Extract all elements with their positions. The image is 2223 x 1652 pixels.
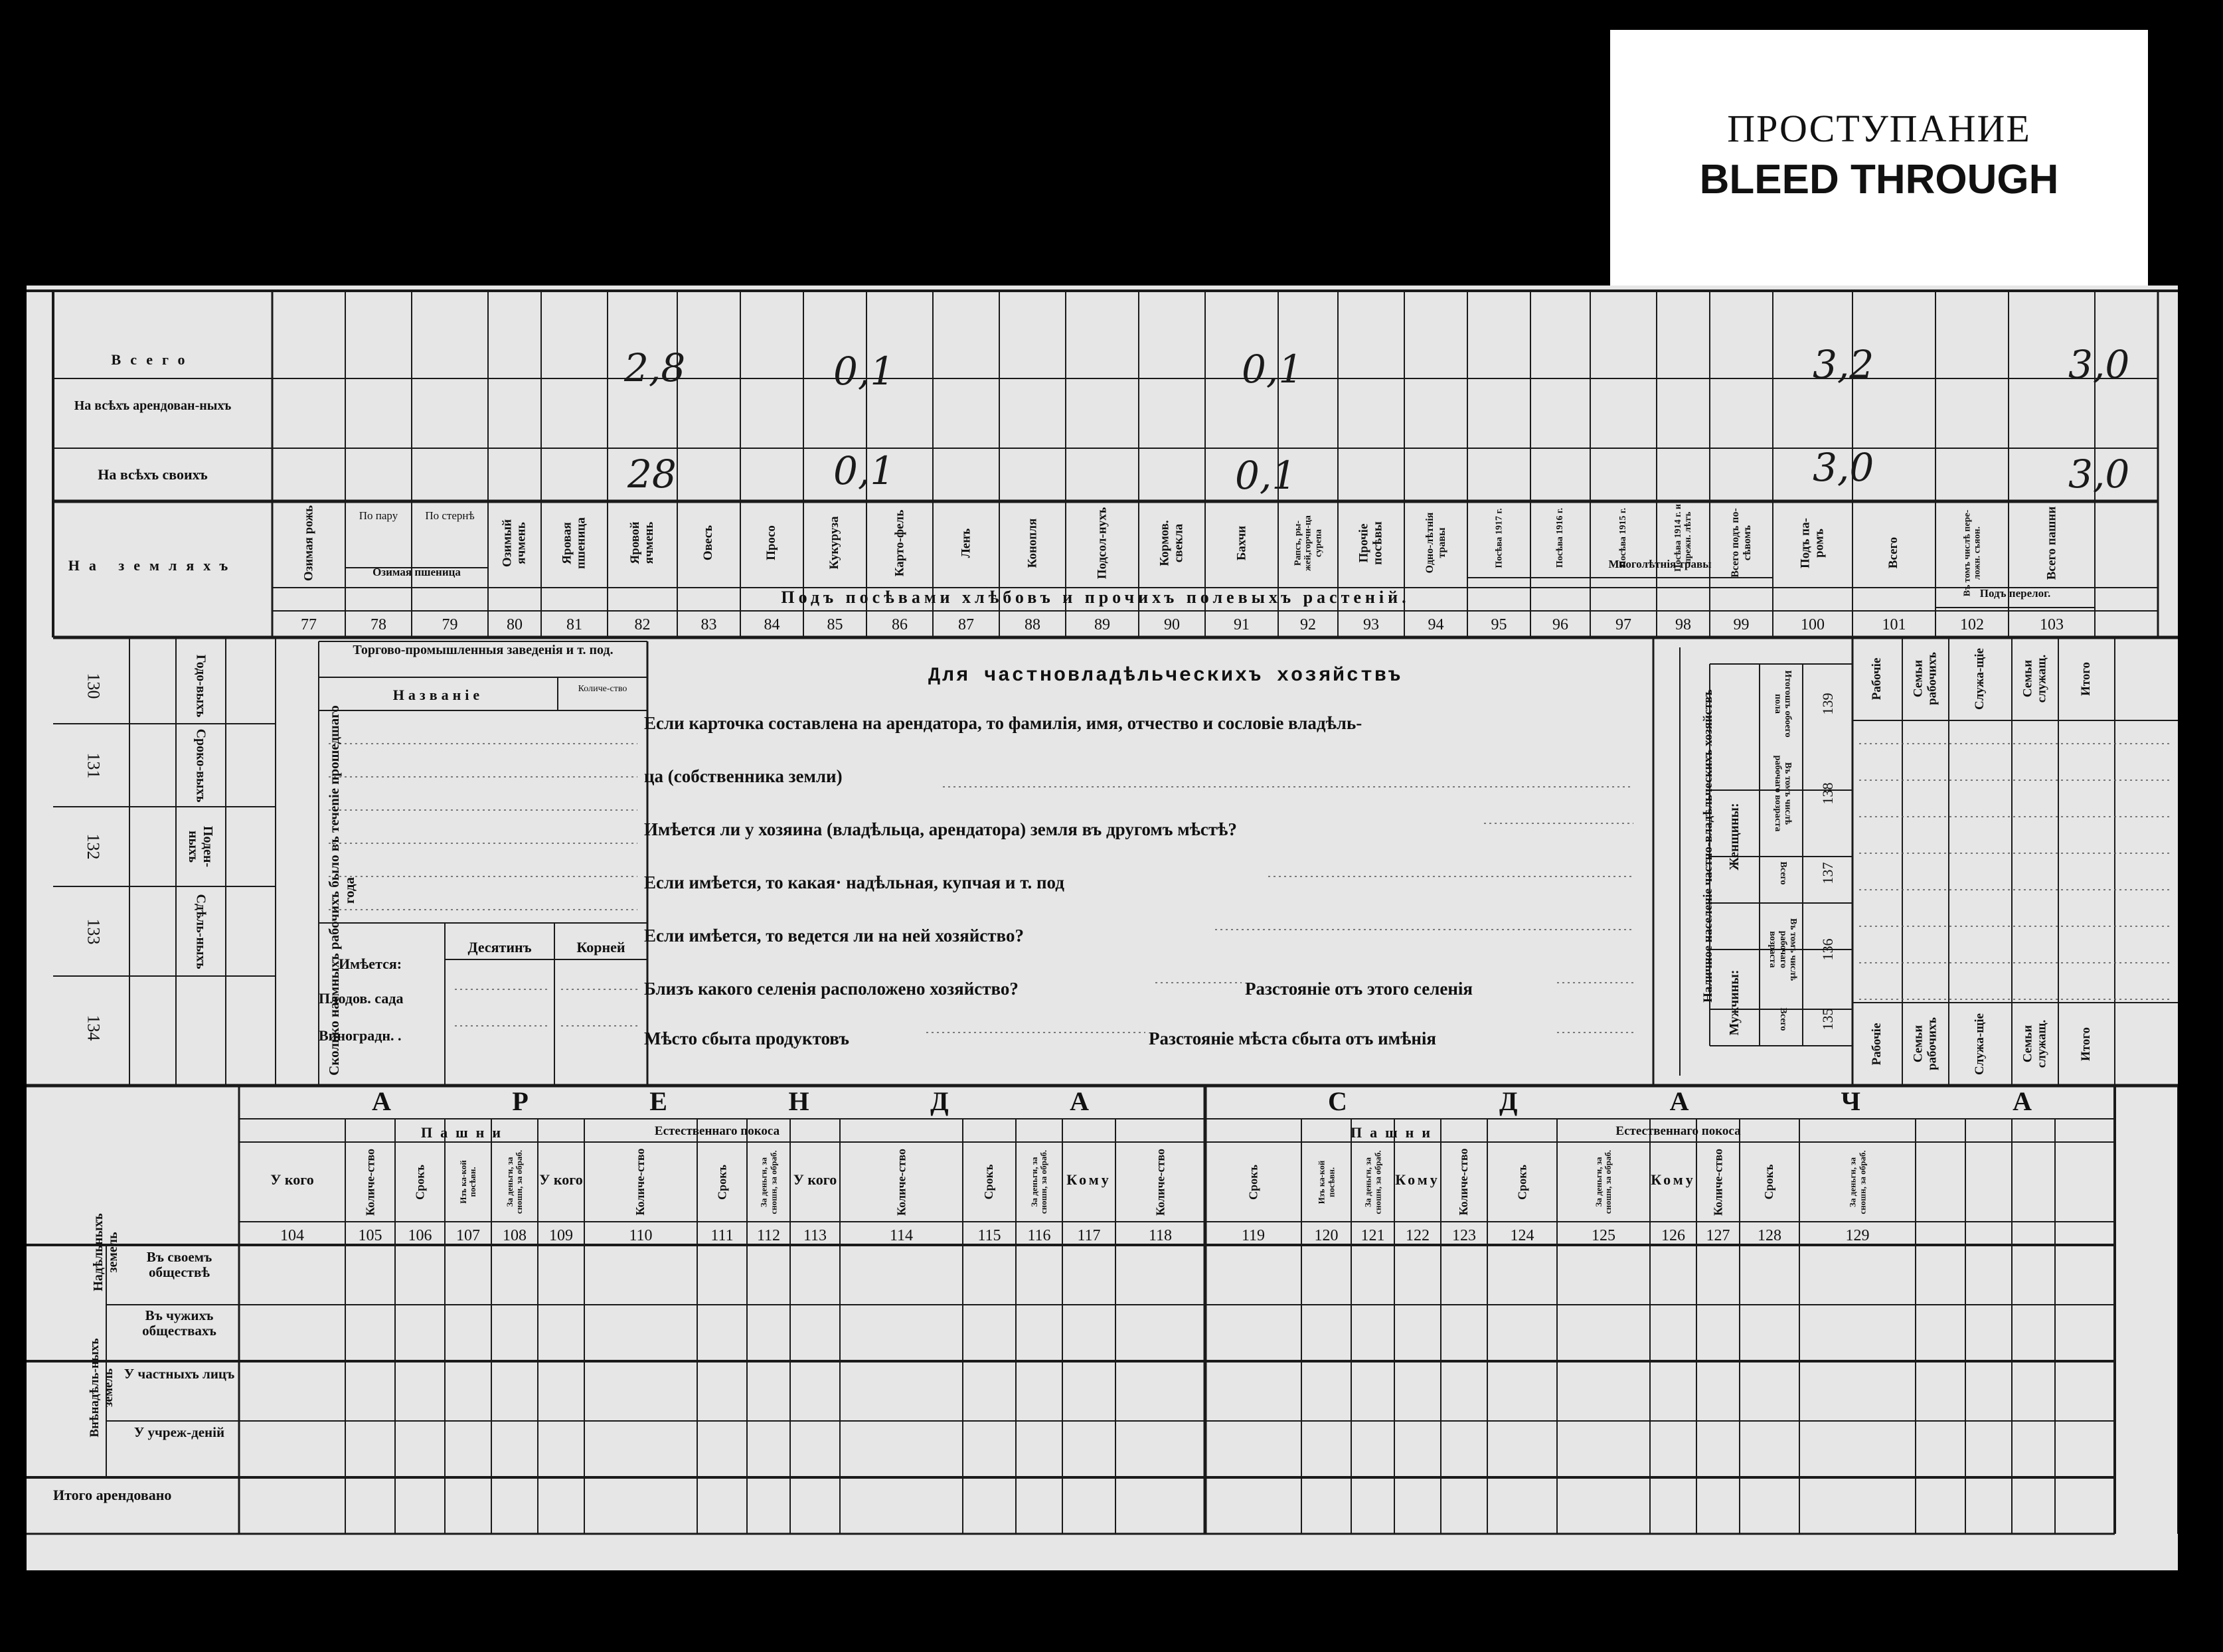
lease-number-124: 124 — [1510, 1227, 1534, 1244]
crop-number-94: 94 — [1428, 616, 1444, 633]
workers-question: Сколько наемныхъ рабочихъ было въ течеnіе прошедшаго года — [326, 705, 358, 1076]
row-label-svoem-obshchestve: Въ своемъ обществѣ — [146, 1249, 212, 1281]
sdacha-letters-4: А — [2013, 1086, 2032, 1116]
lease-number-122: 122 — [1406, 1227, 1430, 1244]
lease-number-125: 125 — [1592, 1227, 1615, 1244]
lease-number-127: 127 — [1706, 1227, 1730, 1244]
pop-label-138: Въ томъ числѣ рабочаго возраста — [1773, 755, 1793, 832]
arenda-letters-3: Н — [788, 1086, 809, 1116]
label-english: BLEED THROUGH — [1699, 157, 2059, 203]
lease-number-129: 129 — [1845, 1227, 1870, 1244]
crop-number-89: 89 — [1094, 616, 1110, 633]
lease-header-128: Срокъ — [1762, 1164, 1776, 1200]
sdacha-pashni-header: Пашни — [1350, 1124, 1439, 1141]
worker-col-num-134: 134 — [84, 1015, 104, 1040]
staff-header-top-1: Семьи рабочихъ — [1911, 652, 1939, 705]
lease-header-105: Количе-ство — [363, 1148, 376, 1216]
question-village-distance: Разстояніе отъ этого селенія — [1245, 979, 1473, 999]
pop-num-136: 136 — [1819, 938, 1836, 961]
pop-label-136: Въ томъ числѣ рабочаго возраста — [1768, 918, 1799, 981]
handwritten-svoih-91: 0,1 — [1235, 453, 1297, 498]
pop-men-label: Мужчины: — [1727, 969, 1742, 1036]
handwritten-vsego-82: 2,8 — [624, 345, 686, 390]
row-label-arendovannyh: На всѣхъ арендован-ныхъ — [74, 398, 232, 413]
lease-number-123: 123 — [1452, 1227, 1476, 1244]
arenda-letters-4: Д — [930, 1086, 949, 1116]
group-label-ozimaya-pshenitsa: Озимая пшеница — [372, 566, 461, 578]
crop-number-92: 92 — [1300, 616, 1316, 633]
crop-number-77: 77 — [301, 616, 317, 633]
group-label-posev: Подъ посѣвами хлѣбовъ и прочихъ полевыхъ растеній. — [781, 588, 1410, 607]
crop-header-102: Въ томъ числѣ пере-ложн. съяон. — [1961, 509, 1982, 596]
crop-header-101: Всего — [1886, 537, 1901, 569]
lease-header-124: Срокъ — [1515, 1164, 1528, 1200]
crop-header-94: Одно-лѣтнія травы — [1424, 512, 1447, 574]
worker-col-num-131: 131 — [84, 752, 104, 778]
lease-number-126: 126 — [1661, 1227, 1685, 1244]
crop-number-95: 95 — [1491, 616, 1507, 633]
lease-header-120: Изъ ка-кой посѣвн. — [1316, 1160, 1336, 1204]
crop-header-103: Всего пашни — [2044, 506, 2058, 580]
crop-number-78: 78 — [370, 616, 386, 633]
crop-number-103: 103 — [2040, 616, 2064, 633]
group-label-perelog: Подъ перелог. — [1979, 587, 2051, 600]
crop-number-93: 93 — [1363, 616, 1379, 633]
lease-number-119: 119 — [1241, 1227, 1266, 1244]
crop-header-96: Посѣва 1916 г. — [1555, 507, 1566, 568]
lease-header-119: Срокъ — [1246, 1164, 1260, 1200]
crop-header-91: Бахчи — [1234, 525, 1248, 560]
crop-header-84: Просо — [764, 525, 779, 560]
sdacha-title — [1205, 1087, 2155, 1116]
question-village: Близъ какого селенія расположено хозяйство? — [644, 979, 1019, 999]
staff-header-bottom-3: Семьи служащ. — [2020, 1019, 2048, 1068]
handwritten-vsego-103: 3,0 — [2068, 342, 2130, 387]
crop-number-90: 90 — [1164, 616, 1180, 633]
row-label-uchrezhdeniy: У учреж-деній — [133, 1424, 225, 1440]
crop-header-88: Конопля — [1025, 518, 1039, 568]
crop-header-97: Посѣва 1915 г. — [1618, 507, 1629, 568]
worker-col-label-130: Годо-выхъ — [193, 654, 208, 717]
crop-number-87: 87 — [958, 616, 974, 633]
staff-header-top-4: Итого — [2079, 661, 2094, 696]
lease-number-113: 113 — [803, 1227, 827, 1244]
crop-header-90: Кормов. свекла — [1157, 519, 1185, 566]
crop-number-99: 99 — [1733, 616, 1750, 633]
crop-number-81: 81 — [566, 616, 582, 633]
crop-number-80: 80 — [507, 616, 523, 633]
lease-number-106: 106 — [408, 1227, 432, 1244]
crop-header-78: По пару — [359, 509, 398, 522]
lease-header-123: Количе-ство — [1457, 1148, 1471, 1216]
lease-header-126: Кому — [1651, 1171, 1696, 1188]
crop-number-91: 91 — [1234, 616, 1250, 633]
crop-header-89: Подсол-нухъ — [1094, 507, 1109, 579]
handwritten-vsego-99: 3,2 — [1813, 342, 1874, 387]
row-label-chuzhih-obshchestvah: Въ чужихъ обществахъ — [142, 1307, 216, 1339]
row-label-itogo-arendovano: Итого арендовано — [53, 1487, 172, 1503]
lease-number-117: 117 — [1077, 1227, 1101, 1244]
handwritten-svoih-85: 0,1 — [833, 448, 895, 493]
worker-col-label-133: Сдѣль-ныхъ — [193, 893, 208, 969]
vinograd-label: Виноградн. . — [319, 1027, 402, 1044]
lease-header-107: Изъ ка-кой посѣвн. — [457, 1160, 477, 1204]
lease-header-115: Срокъ — [982, 1164, 996, 1200]
crop-header-77: Озимая рожь — [301, 505, 315, 581]
crop-header-93: Прочіе посѣвы — [1357, 521, 1384, 565]
worker-col-label-131: Сроко-выхъ — [193, 728, 208, 802]
question-other-land: Имѣется ли у хозяина (владѣльца, арендатора) земля въ другомъ мѣстѣ? — [644, 819, 1237, 839]
crop-header-83: Овесъ — [701, 525, 716, 561]
pop-women-label: Женщины: — [1727, 803, 1742, 870]
arenda-letters — [372, 1087, 1089, 1116]
row-label-svoih: На всѣхъ своихъ — [98, 466, 208, 483]
census-form-sheet — [27, 286, 2178, 1570]
crop-number-101: 101 — [1882, 616, 1906, 633]
lease-header-118: Количе-ство — [1153, 1148, 1167, 1216]
lease-number-105: 105 — [358, 1227, 382, 1244]
crop-number-86: 86 — [892, 616, 908, 633]
lease-number-114: 114 — [889, 1227, 914, 1244]
sdacha-pokos-header: Естественнаго покоса — [1615, 1124, 1741, 1138]
lease-number-128: 128 — [1758, 1227, 1781, 1244]
private-farms-title: Для частновладѣльческихъ хозяйствъ — [928, 665, 1403, 687]
staff-header-bottom-2: Служа-щіе — [1973, 1013, 1987, 1075]
lease-number-104: 104 — [280, 1227, 304, 1244]
desyatin-header: Десятинъ — [467, 939, 532, 955]
staff-header-top-2: Служа-щіе — [1973, 647, 1987, 710]
lease-number-108: 108 — [503, 1227, 527, 1244]
trade-title: Торгово-промышленныя заведенія и т. под. — [353, 643, 614, 657]
crop-header-98: Посѣва 1914 г. и прежн. лѣтъ — [1673, 504, 1693, 572]
sad-label: Плодов. сада — [319, 990, 404, 1007]
arenda-pokos-header: Естественнаго покоса — [654, 1124, 780, 1138]
sdacha-letters-0: С — [1328, 1086, 1347, 1116]
label-russian: ПРОСТУПАНИЕ — [1727, 107, 2031, 150]
lease-header-116: За деньги, за сношн, за обраб. — [1029, 1149, 1048, 1214]
worker-col-num-133: 133 — [84, 918, 104, 944]
question-market-distance: Разстояніе мѣста сбыта отъ имѣнія — [1149, 1029, 1436, 1048]
arenda-letters-1: Р — [512, 1086, 529, 1116]
arenda-letters-0: А — [372, 1086, 391, 1116]
pop-label-135: Всего — [1777, 1007, 1788, 1031]
staff-header-bottom-0: Рабочіе — [1870, 1023, 1884, 1065]
lease-number-109: 109 — [549, 1227, 573, 1244]
crop-header-85: Кукуруза — [827, 516, 842, 570]
lease-number-121: 121 — [1360, 1227, 1385, 1244]
lease-header-113: У кого — [793, 1171, 837, 1188]
crop-header-86: Карто-фель — [892, 509, 906, 576]
crop-number-96: 96 — [1552, 616, 1568, 633]
question-land-type: Если имѣется, то какая· надѣльная, купчая и т. под — [644, 872, 1064, 892]
arenda-title — [259, 1087, 1202, 1116]
handwritten-vsego-91: 0,1 — [1242, 347, 1303, 392]
arenda-letters-5: А — [1070, 1086, 1089, 1116]
staff-header-bottom-1: Семьи рабочихъ — [1911, 1017, 1939, 1070]
crop-header-80: Озимый ячмень — [500, 519, 528, 567]
pop-label-137: Всего — [1777, 861, 1788, 885]
lease-number-107: 107 — [456, 1227, 480, 1244]
handwritten-svoih-103: 3,0 — [2068, 452, 2130, 497]
group-label-mnogoletnie: Многолѣтнія травы — [1608, 558, 1712, 570]
crop-header-92: Рапсъ, ры-жей,горчи-ца сурепа — [1292, 515, 1323, 571]
trade-name-header: Названіе — [392, 687, 484, 703]
crop-header-95: Посѣва 1917 г. — [1493, 507, 1504, 568]
crop-number-88: 88 — [1025, 616, 1040, 633]
staff-header-bottom-4: Итого — [2079, 1027, 2094, 1061]
pop-num-139: 139 — [1819, 693, 1836, 715]
trade-qty-header: Количе-ство — [578, 684, 627, 694]
handwritten-vsego-85: 0,1 — [833, 349, 895, 394]
row-label-chastnyh-lits: У частныхъ лицъ — [124, 1366, 235, 1382]
pop-num-138: 138 — [1819, 782, 1836, 805]
row-label-na-zemlyah: На земляхъ — [68, 557, 238, 574]
crop-number-97: 97 — [1615, 616, 1631, 633]
crop-header-87: Ленъ — [958, 528, 973, 558]
arenda-letters-2: Е — [649, 1086, 667, 1116]
question-farming: Если имѣется, то ведется ли на ней хозяйство? — [644, 926, 1024, 946]
crop-number-79: 79 — [442, 616, 458, 633]
sdacha-letters — [1328, 1087, 2032, 1116]
row-label-vsego: Всего — [111, 351, 195, 368]
population-header: Наличное населеніе частно-владѣльческихъ хозяйствъ — [1701, 689, 1715, 1003]
pop-num-137: 137 — [1819, 862, 1836, 884]
crop-number-102: 102 — [1960, 616, 1984, 633]
lease-header-121: За деньги, за сношн, за обраб. — [1362, 1149, 1382, 1214]
staff-header-top-3: Семьи служащ. — [2020, 654, 2048, 703]
lease-header-111: Срокъ — [714, 1164, 728, 1200]
crop-header-99: Всего подъ по-сѣвомъ — [1729, 508, 1753, 578]
lease-header-114: Количе-ство — [894, 1148, 908, 1216]
lease-number-118: 118 — [1148, 1227, 1173, 1244]
worker-col-label-132: Поден-ныхъ — [186, 825, 215, 868]
pop-num-135: 135 — [1819, 1008, 1836, 1031]
side-label-nadel: Надѣльныхъ земель — [91, 1213, 120, 1291]
bleed-through-label — [1610, 30, 2148, 295]
question-owner-cont: ца (собственника земли) — [644, 766, 843, 786]
lease-header-104: У кого — [270, 1171, 314, 1188]
lease-header-125: За деньги, за сношн, за обраб. — [1593, 1149, 1613, 1214]
lease-header-127: Количе-ство — [1710, 1148, 1724, 1216]
lease-number-120: 120 — [1314, 1227, 1339, 1244]
lease-header-112: За деньги, за сношн, за обраб. — [758, 1149, 778, 1214]
handwritten-svoih-99: 3,0 — [1813, 445, 1874, 490]
question-owner: Если карточка составлена на арендатора, то фамилія, имя, отчество и сословіе владѣль- — [644, 713, 1362, 733]
lease-number-115: 115 — [977, 1227, 1001, 1244]
lease-header-129: За деньги, за сношн, за обраб. — [1847, 1149, 1867, 1214]
lease-header-110: Количе-ство — [633, 1148, 647, 1216]
crop-header-81: Яровая пшеница — [560, 517, 588, 569]
crop-number-83: 83 — [700, 616, 717, 633]
lease-header-106: Срокъ — [412, 1164, 426, 1200]
sdacha-letters-2: А — [1669, 1086, 1689, 1116]
crop-header-79: По стернѣ — [425, 509, 475, 522]
arenda-pashni-header: Пашни — [420, 1124, 509, 1141]
crop-header-100: Подъ па-ромъ — [1798, 517, 1826, 568]
handwritten-svoih-82: 28 — [627, 452, 677, 497]
lease-header-117: Кому — [1066, 1171, 1112, 1188]
crop-header-82: Яровой ячмень — [627, 521, 656, 564]
lease-number-111: 111 — [710, 1227, 734, 1244]
lease-header-109: У кого — [539, 1171, 583, 1188]
crop-number-82: 82 — [634, 616, 651, 633]
pop-label-139: Итогошъ обоего пола — [1773, 670, 1793, 738]
worker-col-num-132: 132 — [84, 833, 104, 860]
crop-number-84: 84 — [764, 616, 780, 633]
question-market: Мѣсто сбыта продуктовъ — [644, 1029, 849, 1048]
lease-number-112: 112 — [756, 1227, 781, 1244]
crop-number-98: 98 — [1675, 616, 1691, 633]
staff-header-top-0: Рабочіе — [1870, 657, 1884, 700]
lease-number-116: 116 — [1027, 1227, 1051, 1244]
korney-header: Корней — [576, 939, 625, 955]
crop-number-100: 100 — [1801, 616, 1825, 633]
imeetsya-label: Имѣется: — [339, 955, 402, 972]
worker-col-num-130: 130 — [84, 673, 104, 699]
lease-number-110: 110 — [629, 1227, 653, 1244]
sdacha-letters-1: Д — [1499, 1086, 1518, 1116]
sdacha-letters-3: Ч — [1841, 1086, 1860, 1116]
lease-header-122: Кому — [1395, 1171, 1440, 1188]
lease-header-108: За деньги, за сношн, за обраб. — [504, 1149, 524, 1214]
side-label-vnenadel: Внѣнадѣль-ныхъ земель — [88, 1338, 116, 1438]
crop-number-85: 85 — [827, 616, 843, 633]
